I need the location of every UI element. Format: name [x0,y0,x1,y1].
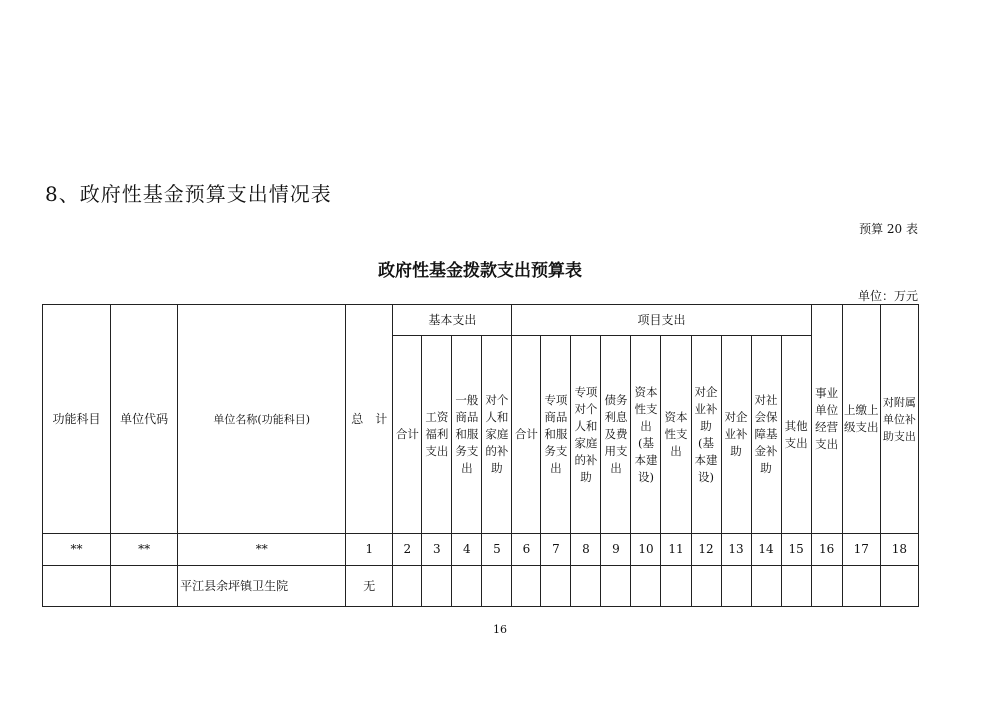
empty-cell [781,566,811,607]
header-biz-expense: 事业单位经营支出 [811,305,842,534]
index-cell: ** [178,534,346,566]
empty-cell [452,566,482,607]
empty-cell [751,566,781,607]
empty-cell [691,566,721,607]
header-basic-col: 一般商品和服务支出 [452,336,482,534]
empty-cell [541,566,571,607]
header-project-col: 对企业补助 [721,336,751,534]
unit-label: 单位：万元 [857,289,918,303]
index-cell: 16 [811,534,842,566]
empty-cell [811,566,842,607]
index-cell: 10 [631,534,661,566]
header-project-col: 资本性支出(基本建设) [631,336,661,534]
cell-unit-code [111,566,178,607]
index-cell: 13 [721,534,751,566]
empty-cell [422,566,452,607]
header-unit-code: 单位代码 [111,305,178,534]
empty-cell [631,566,661,607]
header-project-col: 专项对个人和家庭的补助 [571,336,601,534]
empty-cell [661,566,691,607]
header-unit-name: 单位名称(功能科目) [178,305,346,534]
empty-cell [571,566,601,607]
header-project-col: 其他支出 [781,336,811,534]
table-row [43,566,919,607]
header-project-col: 资本性支出 [661,336,691,534]
empty-cell [880,566,918,607]
index-cell: 18 [880,534,918,566]
header-project-group: 项目支出 [512,305,811,336]
index-cell: ** [111,534,178,566]
index-cell: 4 [452,534,482,566]
header-project-col: 债务利息及费用支出 [601,336,631,534]
index-cell: 9 [601,534,631,566]
empty-cell [393,566,422,607]
empty-cell [721,566,751,607]
index-row [43,534,919,566]
index-cell: 7 [541,534,571,566]
index-cell: 6 [512,534,541,566]
header-basic-col: 合计 [393,336,422,534]
header-project-col: 专项商品和服务支出 [541,336,571,534]
cell-func-subject [43,566,111,607]
index-cell: 15 [781,534,811,566]
index-cell: ** [43,534,111,566]
index-cell: 8 [571,534,601,566]
header-basic-col: 工资福利支出 [422,336,452,534]
header-project-col: 合计 [512,336,541,534]
header-basic-group: 基本支出 [393,305,512,336]
index-cell: 3 [422,534,452,566]
index-cell: 1 [346,534,393,566]
empty-cell [512,566,541,607]
empty-cell [482,566,512,607]
header-project-col: 对社会保障基金补助 [751,336,781,534]
section-title: 8、政府性基金预算支出情况表 [45,182,332,206]
header-func-subject: 功能科目 [43,305,111,534]
header-upper-pay: 上缴上级支出 [842,305,880,534]
table-number: 预算 20 表 [859,222,918,236]
index-cell: 11 [661,534,691,566]
header-project-col: 对企业补助(基本建设) [691,336,721,534]
empty-cell [842,566,880,607]
empty-cell [601,566,631,607]
cell-unit-name: 平江县余坪镇卫生院 [178,566,346,607]
header-basic-col: 对个人和家庭的补助 [482,336,512,534]
index-cell: 17 [842,534,880,566]
header-total: 总 计 [346,305,393,534]
index-cell: 14 [751,534,781,566]
cell-total: 无 [346,566,393,607]
header-subsidy: 对附属单位补助支出 [880,305,918,534]
table-title: 政府性基金拨款支出预算表 [378,261,582,281]
index-cell: 2 [393,534,422,566]
budget-table [42,304,919,607]
index-cell: 5 [482,534,512,566]
page-number: 16 [493,623,507,636]
index-cell: 12 [691,534,721,566]
